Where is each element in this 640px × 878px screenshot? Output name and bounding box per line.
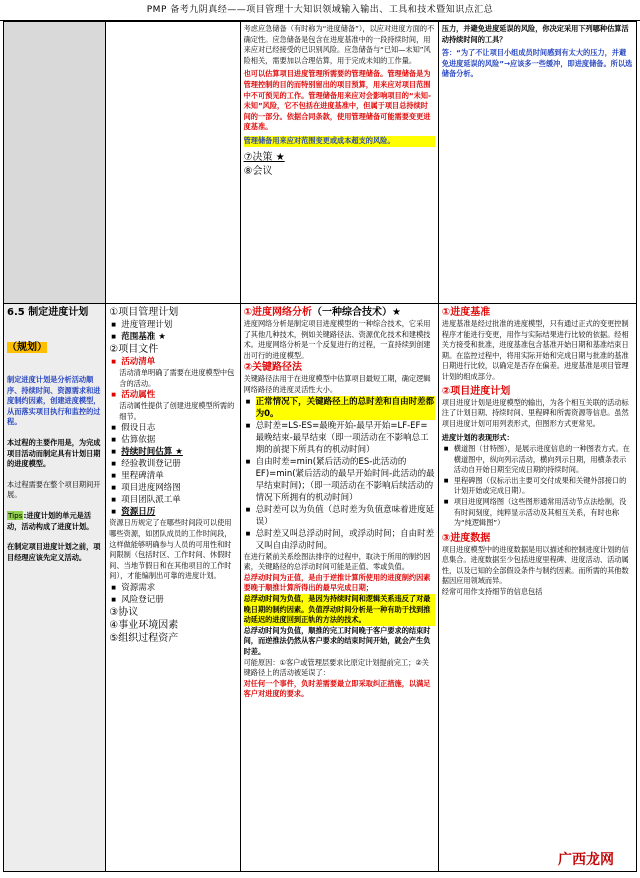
attributes-list: [109, 389, 236, 401]
cell-outputs: [438, 304, 636, 872]
list-item: ■ 总时差可以为负值（总时差为负值意味着进度延误）: [256, 504, 435, 528]
cpm-note-2: 总浮动时间为正值，是由于逆推计算所使用的进度制约因素要晚于顺推计算所得出的最早完成日期；: [243, 572, 431, 593]
list-item: ■ 里程碑图（仅标示出主要可交付成果和关键外部接口的计划开始或完成日期）。: [454, 476, 633, 497]
cpm-note-3: 总浮动时间为负值，是因为持续时间和逻辑关系违反了对最晚日期的制约因素。负值浮动时间分析是一种有助于找到推动延迟的进度回到正轨的方法的技术。: [244, 594, 435, 626]
output-schedule-data: ③进度数据: [441, 532, 491, 544]
cell-tools: [240, 304, 438, 872]
cell-process: [4, 304, 106, 872]
list-item: ■ 持续时间估算 ★: [121, 446, 236, 458]
table-row-top: [4, 22, 637, 304]
output-1-desc: 进度基准是经过批准的进度模型，只有通过正式的变更控制程序才能进行变更，用作与实际结果进行比较的依据。经相关方接受和批准，进度基准包含基准开始日期和基准结束日期。在监控过程中，将用实际开始和完成日期与批准的基准日期进行比较，以确定是否存在偏差。进度基准是项目管理计划的组成部分。: [441, 319, 629, 381]
process-benefit: 本过程的主要作用是，为完成项目活动而制定具有计划日期的进度模型。: [7, 437, 101, 469]
cell-outputs-top: [438, 22, 636, 304]
schedule-forms-list: [442, 444, 633, 529]
list-item: ■ 横道图（甘特图），是展示进度信息的一种图表方式。在横道图中，纵向列示活动，横向列示日期，用横条表示活动自开始日期至完成日期的持续时间。: [454, 444, 633, 476]
list-item: ■ 活动清单: [121, 356, 236, 368]
cpm-note-5: 可能原因：①客户或管理层要求比原定计划提前完工；②关键路径上的活动被延误了：: [243, 657, 429, 678]
question-text: 压力，并避免进度延误的风险，你决定采用下列哪种估算活动持续时间的工具？: [441, 24, 629, 44]
list-item: ■ 风险登记册: [121, 594, 236, 606]
input-eef: ④事业环境因素: [109, 619, 179, 631]
list-item: ■ 总时差又叫总浮动时间，或浮动时间；自由时差又叫自由浮动时间。: [256, 528, 435, 552]
table-row-6-5: [4, 304, 637, 872]
tool-critical-path-method: ②关键路径法: [243, 362, 303, 374]
tool-1-note: （一种综合技术）★: [312, 307, 401, 318]
process-basis: 在制定项目进度计划之前，项目经理应该先定义活动。: [7, 542, 101, 562]
list-item: ■ 资源日历: [121, 506, 236, 518]
list-item: ■ 项目进度网络图: [121, 482, 236, 494]
input-project-documents: ②项目文件: [109, 344, 159, 355]
input-opa: ⑤组织过程资产: [109, 632, 179, 644]
list-item: ■ 总时差=LS-ES=最晚开始-最早开始=LF-EF=最晚结束-最早结束（即一项活动在不影响总工期的前提下所具有的机动时间）: [256, 420, 435, 456]
output-schedule-baseline: ①进度基准: [441, 307, 491, 318]
process-frequency: 本过程需要在整个项目期间开展。: [7, 479, 101, 500]
site-watermark: 广西龙网: [554, 848, 618, 870]
output-project-schedule: ②项目进度计划: [441, 385, 511, 397]
management-reserve-note: 管理储备用来应对范围变更或成本超支的风险。: [244, 136, 435, 147]
list-item: ■ 进度管理计划: [121, 319, 236, 331]
tips-text: :进度计划的单元是活动，活动构成了进度计划。: [7, 510, 94, 531]
page-header: PMP 备考九阴真经——项目管理十大知识领域输入输出、工具和技术暨知识点汇总: [0, 0, 640, 21]
input-project-management-plan: ①项目管理计划: [109, 307, 179, 318]
process-description: 制定进度计划是分析活动顺序、持续时间、资源需求和进度制约因素，创建进度模型，从而落实项目执行和监控的过程。: [7, 375, 101, 427]
pmp-components-list: [109, 319, 236, 343]
attributes-desc: 活动属性提供了创建进度模型所需的细节。: [119, 401, 235, 421]
contingency-reserve-text: 考虑应急储备（有时称为“进度储备”），以应对进度方面的不确定性。应急储备是包含在进度基准中的一段持续时间，用来应对已经接受的已识别风险。应急储备与“已知—未知”风险相关，需要加以合理估算，用于完成未知的工作量。: [243, 24, 435, 65]
tail-docs-list: [109, 582, 236, 606]
cell-inputs-top: [106, 22, 240, 304]
cpm-bullets: [244, 396, 435, 552]
tool-schedule-network-analysis: ①进度网络分析: [243, 307, 313, 318]
answer-text: 答：“为了不让项目小组成员时间感到有太大的压力，并避免进度延误的风险”→应该多一些缓冲，即进度储备。所以选储备分析。: [441, 48, 633, 79]
output-3-tail: 经常可用作支持细节的信息包括: [441, 587, 543, 597]
process-title: 6.5 制定进度计划: [7, 307, 89, 318]
cell-tools-top: [240, 22, 438, 304]
process-group-tag: （规划）: [7, 342, 47, 353]
cell-process-top: [4, 22, 106, 304]
list-item: ■ 估算依据: [121, 434, 236, 446]
tool-meetings: ⑧会议: [243, 165, 273, 177]
output-3-desc: 项目进度模型中的进度数据是用以描述和控制进度计划的信息集合。进度数据至少包括进度里程碑、进度活动、活动属性，以及已知的全部假设条件与制约因素。而所需的其他数据因应用领域而异。: [441, 544, 629, 586]
knowledge-table: [3, 21, 637, 872]
list-item: ■ 自由时差=min(紧后活动的ES-此活动的EF)=min(紧后活动的最早开始时间-此活动的最早结束时间)；（即一项活动在不影响后续活动的情况下所拥有的机动时间）: [256, 456, 435, 504]
cpm-note-4: 总浮动时间为负值，顺推的完工时间晚于客户要求的结束时间，而逆推法仍然从客户要求的结束时间开始，就会产生负时差。: [243, 625, 431, 656]
project-documents-list: [109, 356, 236, 368]
cell-inputs: [106, 304, 240, 872]
resource-calendar-desc: 资源日历规定了在哪些时间段可以使用哪些资源，如团队成员的工作时间段，这样做能够明确参与人员的可用性和时间限制（包括时区、工作时间、休假时间、当地节假日和在其他项目的工作时间），才能编制出可靠的进度计划。: [109, 518, 232, 581]
tips-label: Tips: [8, 510, 23, 520]
list-item: ■ 资源需求: [121, 582, 236, 594]
schedule-forms-title: 进度计划的表现形式：: [441, 433, 514, 443]
list-item: ■ 活动属性: [121, 389, 236, 401]
tool-2-desc: 关键路径法用于在进度模型中估算项目最短工期，确定逻辑网络路径的进度灵活性大小。: [243, 374, 431, 394]
list-item: ■ 范围基准 ★: [121, 331, 236, 343]
list-item: ■ 正常情况下，关键路径上的总时差和自由时差都为0。: [256, 396, 435, 420]
input-agreements: ③协议: [109, 606, 139, 618]
management-reserve-text: 也可以估算项目进度管理所需要的管理储备。管理储备是为管理控制的目的而特别留出的项目预算，用来应对项目范围中不可预见的工作。管理储备用来应对会影响项目的“未知-未知”风险，它不包括在进度基准中，但属于项目总持续时间的一部分。依据合同条款，使用管理储备可能需要变更进度基准。: [243, 69, 431, 132]
tool-1-desc: 进度网络分析是制定项目进度模型的一种综合技术，它采用了其他几种技术，例如关键路径法、资源优化技术和建模技术。进度网络分析是一个反复进行的过程，一直持续到创建出可行的进度模型。: [243, 319, 431, 360]
cpm-note-6: 对任何一个事件，负时差需要最立即采取纠正措施，以满足客户对进度的要求。: [243, 678, 431, 699]
more-docs-list: [109, 422, 236, 518]
cpm-note-1: 在进行紧前关系绘图法排序的过程中，取决于所用的制约因素，关键路径的总浮动时间可能是正值、零或负值。: [243, 551, 431, 572]
output-2-desc: 项目进度计划是进度模型的输出，为各个相互关联的活动标注了计划日期、持续时间、里程碑和所需资源等信息。虽然项目进度计划可用列表形式，但图形方式更常见。: [441, 397, 629, 428]
list-item: ■ 假设日志: [121, 422, 236, 434]
activity-list-desc: 活动清单明确了需要在进度模型中包含的活动。: [119, 368, 235, 388]
list-item: ■ 项目进度网络图（这些图形通常用活动节点法绘制，没有时间刻度，纯粹显示活动及其相互关系，有时也称为“纯逻辑图”）: [454, 497, 633, 529]
list-item: ■ 项目团队派工单: [121, 494, 236, 506]
tool-decision: ⑦决策 ★: [243, 151, 285, 163]
list-item: ■ 经验教训登记册: [121, 458, 236, 470]
list-item: ■ 里程碑清单: [121, 470, 236, 482]
